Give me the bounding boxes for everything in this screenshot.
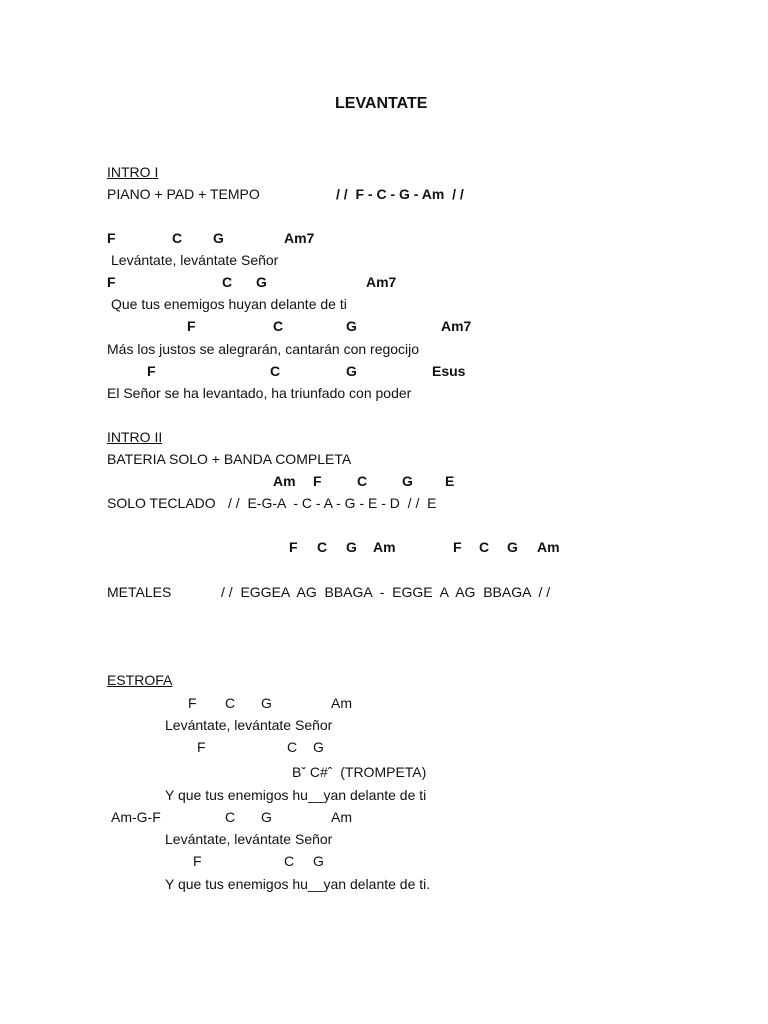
chord: G — [402, 473, 413, 489]
lyric-line: Levántate, levántate Señor — [165, 717, 333, 733]
intro1-line: PIANO + PAD + TEMPO — [107, 186, 260, 202]
chord: C — [357, 473, 368, 489]
chord: G — [507, 539, 518, 555]
chord: Am-G-F — [111, 809, 161, 825]
chord: C — [222, 274, 233, 290]
metales-label: METALES — [107, 584, 172, 600]
lyric-line: Y que tus enemigos hu__yan delante de ti — [165, 787, 427, 803]
chord: C — [284, 853, 295, 869]
lyric-line: Que tus enemigos huyan delante de ti — [111, 296, 347, 312]
chord: C — [317, 539, 328, 555]
chord: G — [346, 363, 357, 379]
lyric-line: Más los justos se alegrarán, cantarán con regocijo — [107, 341, 420, 357]
chord: C — [273, 318, 284, 334]
chord: Am7 — [441, 318, 472, 334]
lyric-line: Levántate, levántate Señor — [111, 252, 279, 268]
chord: G — [261, 809, 272, 825]
estrofa-heading: ESTROFA — [107, 672, 173, 688]
chord: C — [225, 695, 236, 711]
chord: F — [187, 318, 196, 334]
chord: C — [287, 739, 298, 755]
chord: Am — [331, 809, 352, 825]
chord: G — [261, 695, 272, 711]
page-title: LEVANTATE — [335, 95, 428, 112]
chord: F — [188, 695, 197, 711]
chord: C — [479, 539, 490, 555]
lyric-line: Levántate, levántate Señor — [165, 831, 333, 847]
chord: F — [313, 473, 322, 489]
chord: Am — [537, 539, 560, 555]
chord: F — [453, 539, 462, 555]
chord: F — [193, 853, 202, 869]
chord: Am7 — [366, 274, 397, 290]
chord: F — [107, 274, 116, 290]
chord: G — [346, 539, 357, 555]
chord: F — [107, 230, 116, 246]
lyric-line: El Señor se ha levantado, ha triunfado con poder — [107, 385, 412, 401]
lyric-line: Y que tus enemigos hu__yan delante de ti. — [165, 876, 431, 892]
chord: Am — [373, 539, 396, 555]
solo-pattern: / / E-G-A - C - A - G - E - D / / E — [228, 495, 437, 511]
chord: G — [346, 318, 357, 334]
intro2-line: BATERIA SOLO + BANDA COMPLETA — [107, 451, 352, 467]
solo-label: SOLO TECLADO — [107, 495, 216, 511]
chord: C — [225, 809, 236, 825]
chord: G — [313, 739, 324, 755]
intro1-pattern: / / F - C - G - Am / / — [336, 186, 464, 202]
intro2-heading: INTRO II — [107, 429, 163, 445]
intro1-heading: INTRO I — [107, 164, 159, 180]
chord: Am — [273, 473, 296, 489]
chord: C — [270, 363, 281, 379]
chord: C — [172, 230, 183, 246]
chord: F — [197, 739, 206, 755]
chord: F — [147, 363, 156, 379]
chord: G — [256, 274, 267, 290]
chord: Am — [331, 695, 352, 711]
chord: G — [313, 853, 324, 869]
chord: Esus — [432, 363, 466, 379]
chord: G — [213, 230, 224, 246]
trumpet-cue: Bˇ C#ˆ (TROMPETA) — [292, 764, 427, 780]
chord: E — [445, 473, 455, 489]
chord: F — [289, 539, 298, 555]
chord: Am7 — [284, 230, 315, 246]
metales-pattern: / / EGGEA AG BBAGA - EGGE A AG BBAGA / / — [221, 584, 551, 600]
